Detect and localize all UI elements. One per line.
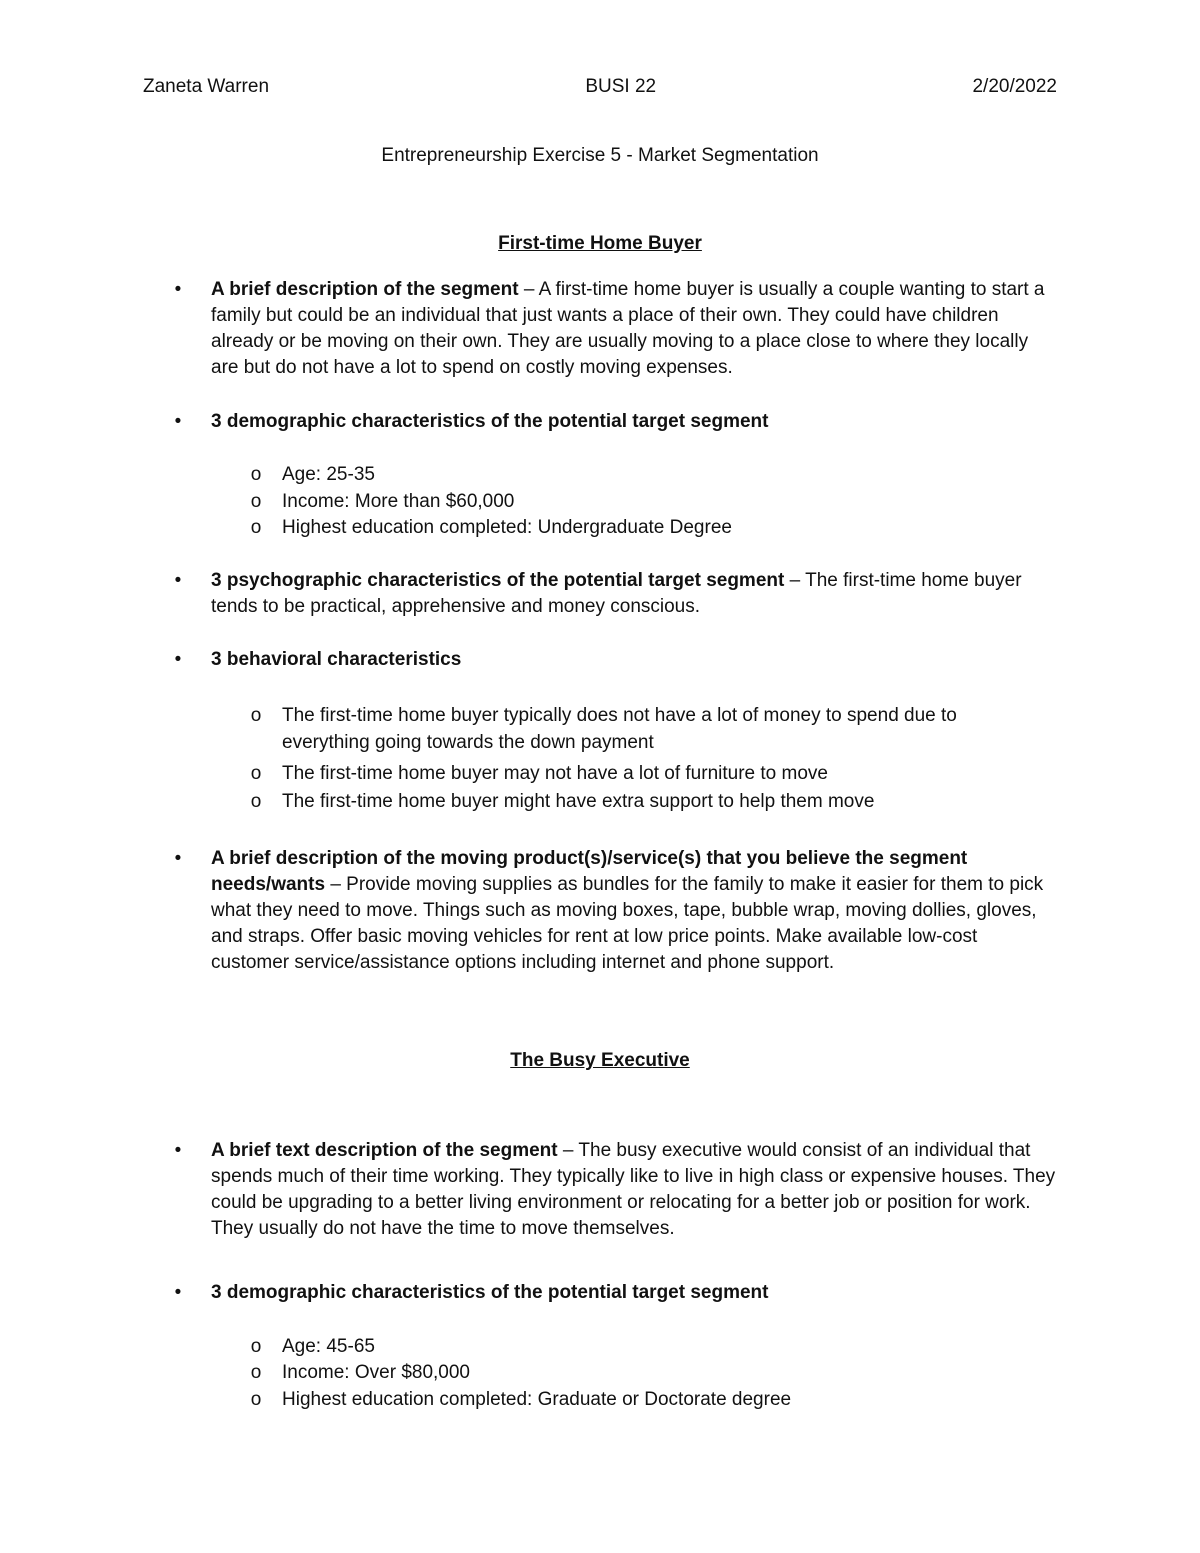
circle-bullet-icon: o: [250, 1336, 262, 1357]
sub-list-item: o Income: More than $60,000: [248, 488, 1048, 515]
circle-bullet-icon: o: [250, 705, 262, 726]
item-label: A brief text description of the segment: [211, 1140, 558, 1161]
circle-bullet-icon: o: [250, 763, 262, 784]
sub-list-item: o Age: 25-35: [248, 461, 1048, 488]
item-text: – The first-time home buyer tends to be practical, apprehensive and money conscious.: [211, 570, 1022, 617]
circle-bullet-icon: o: [250, 791, 262, 812]
sub-list-item: o Highest education completed: Undergraduate Degree: [248, 514, 1048, 541]
item-label: 3 psychographic characteristics of the potential target segment: [211, 570, 785, 591]
list-item-demographics: [168, 1280, 1058, 1306]
list-item-product: [168, 846, 1058, 976]
item-label: 3 demographic characteristics of the potential target segment: [211, 1282, 769, 1303]
list-item-behavioral: [168, 647, 1058, 673]
sub-list-item: o Income: Over $80,000: [248, 1359, 1048, 1386]
sub-list-item: o The first-time home buyer might have extra support to help them move: [248, 788, 1048, 815]
bullet-icon: •: [174, 1140, 182, 1161]
page-header: [143, 74, 1057, 100]
circle-bullet-icon: o: [250, 464, 262, 485]
item-label: A brief description of the moving product(s)/service(s) that you believe the segment needs/wants: [211, 848, 968, 895]
item-text: – The busy executive would consist of an individual that spends much of their time working. They typically like to live in high class or expensive houses. They could be upgrading to a better living environment or relocating for a better job or position for work. They usually do not have the time to move themselves.: [211, 1140, 1056, 1239]
list-item-demographics: [168, 409, 1058, 435]
segment-heading-first-time-home-buyer: First-time Home Buyer: [498, 233, 702, 254]
circle-bullet-icon: o: [250, 1362, 262, 1383]
bullet-icon: •: [174, 570, 182, 591]
item-text: – Provide moving supplies as bundles for the family to make it easier for them to pick what they need to move. Things such as moving boxes, tape, bubble wrap, moving dollies, gloves, and straps. Offer basic moving vehicles for rent at low price points. Make available low-cost customer service/assistance options including internet and phone support.: [211, 874, 1044, 973]
item-label: 3 demographic characteristics of the potential target segment: [211, 411, 769, 432]
sub-list-item: o Age: 45-65: [248, 1333, 1048, 1360]
segment-heading-busy-executive: The Busy Executive: [510, 1050, 690, 1071]
sub-list-item: o The first-time home buyer may not have a lot of furniture to move: [248, 760, 1048, 787]
bullet-icon: •: [174, 1282, 182, 1303]
course-code: BUSI 22: [585, 76, 657, 97]
list-item-description: [168, 1138, 1058, 1242]
item-text: – A first-time home buyer is usually a couple wanting to start a family but could be an individual that just wants a place of their own. They could have children already or be moving on their own. They are usually moving to a place close to where they locally are but do not have a lot to spend on costly moving expenses.: [211, 279, 1045, 378]
document-date: 2/20/2022: [972, 76, 1057, 97]
item-label: 3 behavioral characteristics: [211, 649, 462, 670]
document-title: Entrepreneurship Exercise 5 - Market Segmentation: [381, 145, 819, 166]
bullet-icon: •: [174, 411, 182, 432]
item-label: A brief description of the segment: [211, 279, 519, 300]
circle-bullet-icon: o: [250, 491, 262, 512]
bullet-icon: •: [174, 848, 182, 869]
list-item-description: [168, 277, 1058, 381]
bullet-icon: •: [174, 649, 182, 670]
circle-bullet-icon: o: [250, 1389, 262, 1410]
list-item-psychographics: [168, 568, 1058, 620]
sub-list-item: o The first-time home buyer typically does not have a lot of money to spend due to everything going towards the down payment: [248, 702, 1048, 756]
sub-list-item: o Highest education completed: Graduate or Doctorate degree: [248, 1386, 1048, 1413]
bullet-icon: •: [174, 279, 182, 300]
circle-bullet-icon: o: [250, 517, 262, 538]
author-name: Zaneta Warren: [143, 76, 270, 97]
